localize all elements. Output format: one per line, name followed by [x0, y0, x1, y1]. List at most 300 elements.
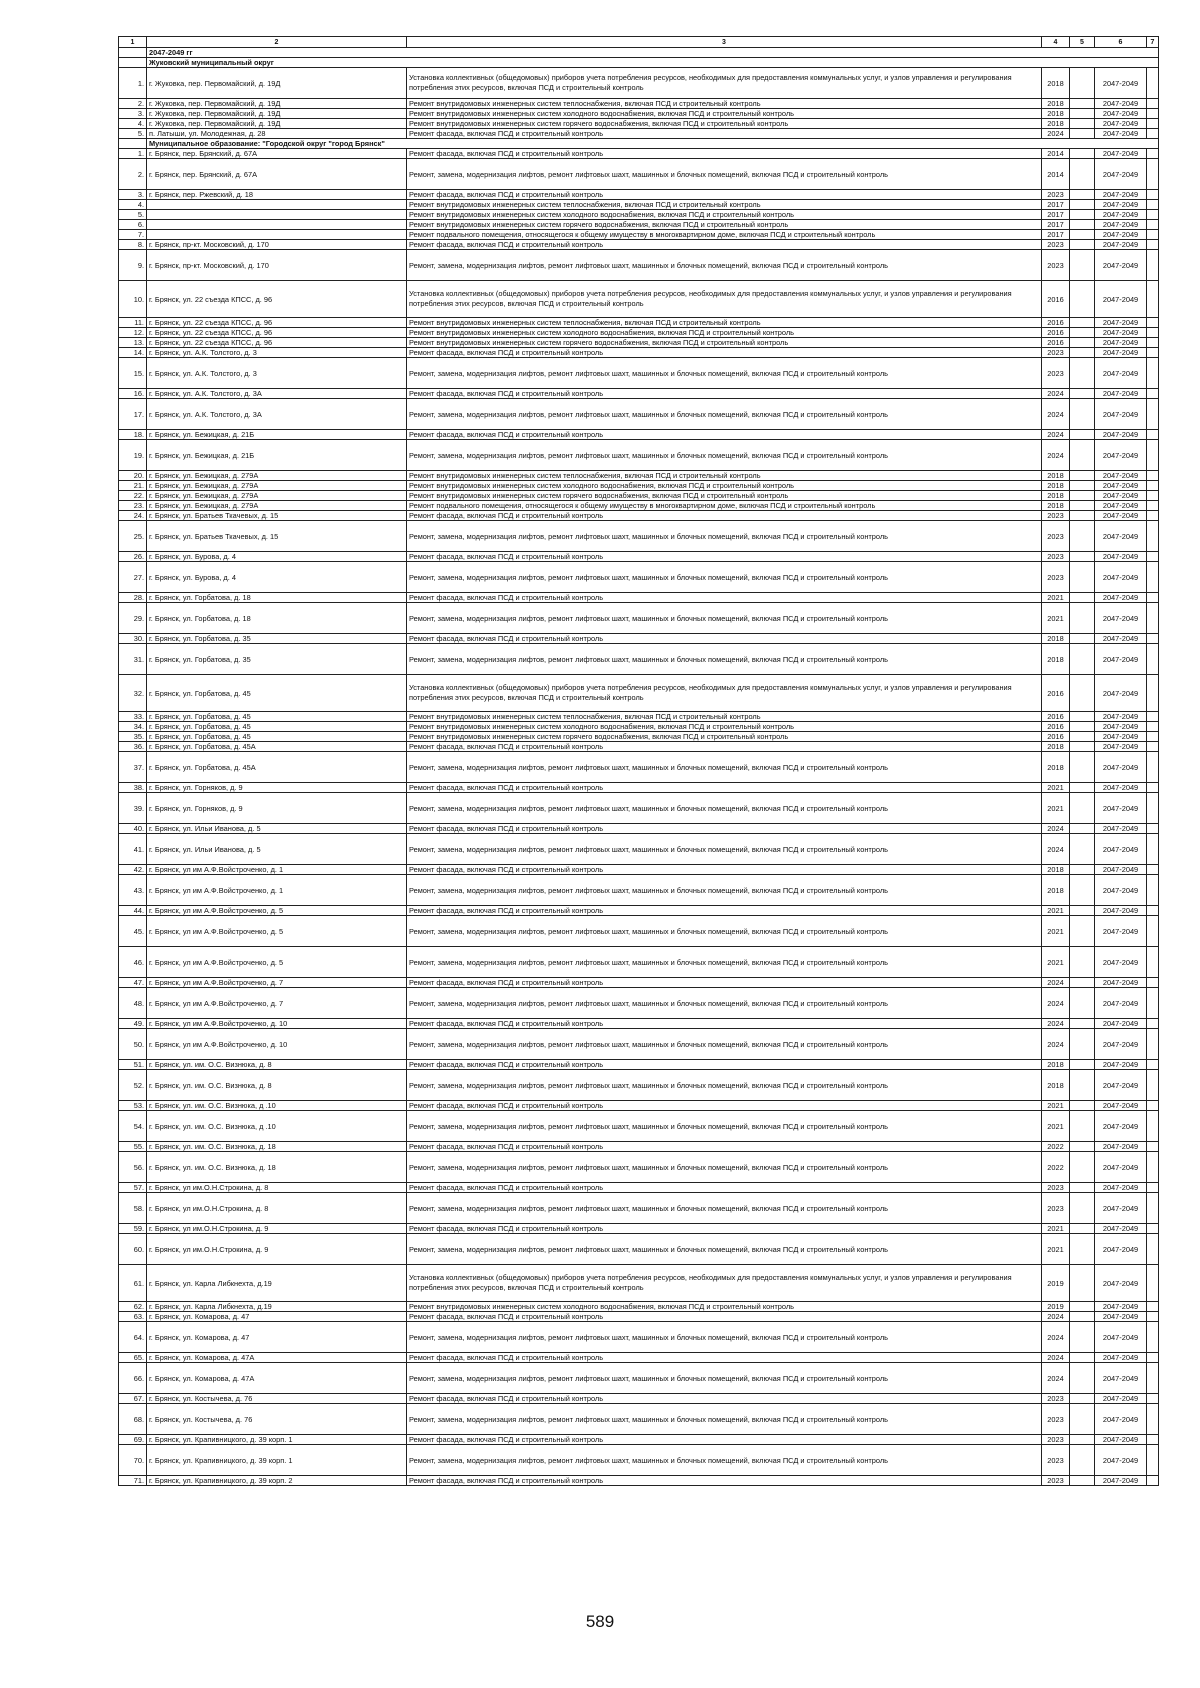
table-row: [119, 399, 1159, 430]
empty-cell: [1147, 1234, 1159, 1265]
table-row: [119, 732, 1159, 742]
empty-cell: [1070, 1193, 1095, 1224]
empty-cell: [1147, 634, 1159, 644]
row-number: 18.: [119, 430, 147, 440]
address-cell: г. Брянск, ул. Комарова, д. 47: [147, 1312, 407, 1322]
period-cell: 2047-2049: [1095, 358, 1147, 389]
row-number: 5.: [119, 129, 147, 139]
address-cell: г. Брянск, ул. Комарова, д. 47: [147, 1322, 407, 1353]
empty-cell: [1147, 712, 1159, 722]
empty-cell: [1147, 752, 1159, 783]
work-type-cell: Ремонт внутридомовых инженерных систем теплоснабжения, включая ПСД и строительный контроль: [407, 200, 1042, 210]
address-cell: г. Жуковка, пер. Первомайский, д. 19Д: [147, 119, 407, 129]
table-row: [119, 1060, 1159, 1070]
empty-cell: [1147, 824, 1159, 834]
year-cell: 2018: [1042, 752, 1070, 783]
address-cell: г. Жуковка, пер. Первомайский, д. 19Д: [147, 109, 407, 119]
empty-cell: [1070, 511, 1095, 521]
work-type-cell: Ремонт внутридомовых инженерных систем горячего водоснабжения, включая ПСД и строительный контроль: [407, 220, 1042, 230]
address-cell: г. Брянск, ул им.О.Н.Строкина, д. 9: [147, 1224, 407, 1234]
year-cell: 2023: [1042, 1193, 1070, 1224]
empty-cell: [1147, 210, 1159, 220]
table-row: [119, 1363, 1159, 1394]
empty-cell: [1070, 1234, 1095, 1265]
table-row: [119, 978, 1159, 988]
address-cell: г. Брянск, ул. Бежицкая, д. 279А: [147, 491, 407, 501]
empty-cell: [1147, 190, 1159, 200]
row-number: 23.: [119, 501, 147, 511]
year-cell: 2018: [1042, 644, 1070, 675]
empty-cell: [1147, 732, 1159, 742]
year-cell: 2021: [1042, 793, 1070, 824]
year-cell: 2024: [1042, 430, 1070, 440]
table-row: [119, 916, 1159, 947]
empty-cell: [1147, 947, 1159, 978]
empty-cell: [1070, 742, 1095, 752]
year-cell: 2018: [1042, 501, 1070, 511]
empty-cell: [1070, 318, 1095, 328]
work-type-cell: Ремонт фасада, включая ПСД и строительный контроль: [407, 1435, 1042, 1445]
work-type-cell: Ремонт фасада, включая ПСД и строительный контроль: [407, 1353, 1042, 1363]
year-cell: 2018: [1042, 491, 1070, 501]
table-row: [119, 210, 1159, 220]
row-number: 19.: [119, 440, 147, 471]
empty-cell: [1070, 399, 1095, 430]
address-cell: г. Брянск, ул. А.К. Толстого, д. 3: [147, 348, 407, 358]
empty-cell: [1147, 501, 1159, 511]
address-cell: г. Брянск, ул. Карла Либкнехта, д.19: [147, 1265, 407, 1302]
year-cell: 2018: [1042, 742, 1070, 752]
address-cell: г. Брянск, ул. Горняков, д. 9: [147, 793, 407, 824]
empty-cell: [1147, 793, 1159, 824]
period-cell: 2047-2049: [1095, 129, 1147, 139]
period-cell: 2047-2049: [1095, 1193, 1147, 1224]
address-cell: г. Жуковка, пер. Первомайский, д. 19Д: [147, 99, 407, 109]
address-cell: г. Брянск, ул. А.К. Толстого, д. 3А: [147, 399, 407, 430]
table-row: [119, 430, 1159, 440]
empty-cell: [1070, 159, 1095, 190]
year-cell: 2017: [1042, 220, 1070, 230]
address-cell: г. Брянск, ул. Бежицкая, д. 279А: [147, 481, 407, 491]
row-number: 3.: [119, 190, 147, 200]
empty-cell: [1147, 328, 1159, 338]
year-cell: 2018: [1042, 99, 1070, 109]
period-row: [119, 48, 1159, 58]
empty-cell: [1070, 328, 1095, 338]
table-row: [119, 471, 1159, 481]
row-number: 27.: [119, 562, 147, 593]
address-cell: г. Брянск, ул. Костычева, д. 76: [147, 1394, 407, 1404]
row-number: 28.: [119, 593, 147, 603]
empty-cell: [1147, 1476, 1159, 1486]
year-cell: 2018: [1042, 109, 1070, 119]
address-cell: г. Брянск, ул. Братьев Ткачевых, д. 15: [147, 521, 407, 552]
work-type-cell: Ремонт фасада, включая ПСД и строительный контроль: [407, 1019, 1042, 1029]
address-cell: г. Брянск, ул. Горбатова, д. 18: [147, 603, 407, 634]
address-cell: г. Брянск, ул. 22 съезда КПСС, д. 96: [147, 328, 407, 338]
empty-cell: [1070, 358, 1095, 389]
period-cell: 2047-2049: [1095, 675, 1147, 712]
work-type-cell: Ремонт фасада, включая ПСД и строительный контроль: [407, 906, 1042, 916]
empty-cell: [1147, 1394, 1159, 1404]
address-cell: г. Жуковка, пер. Первомайский, д. 19Д: [147, 68, 407, 99]
address-cell: г. Брянск, пр-кт. Московский, д. 170: [147, 250, 407, 281]
empty-cell: [1147, 1019, 1159, 1029]
work-type-cell: Ремонт фасада, включая ПСД и строительный контроль: [407, 430, 1042, 440]
address-cell: г. Брянск, ул. Горбатова, д. 18: [147, 593, 407, 603]
work-type-cell: Ремонт, замена, модернизация лифтов, ремонт лифтовых шахт, машинных и блочных помещений, включая ПСД и строительный контроль: [407, 1111, 1042, 1142]
year-cell: 2018: [1042, 865, 1070, 875]
year-cell: 2023: [1042, 1435, 1070, 1445]
table-row: [119, 742, 1159, 752]
address-cell: г. Брянск, ул. 22 съезда КПСС, д. 96: [147, 281, 407, 318]
header-cell: 3: [407, 37, 1042, 48]
period-cell: 2047-2049: [1095, 119, 1147, 129]
table-row: [119, 865, 1159, 875]
table-row: [119, 1193, 1159, 1224]
work-type-cell: Ремонт фасада, включая ПСД и строительный контроль: [407, 742, 1042, 752]
empty-cell: [1070, 675, 1095, 712]
table-row: [119, 389, 1159, 399]
row-number: 10.: [119, 281, 147, 318]
address-cell: г. Брянск, ул. А.К. Толстого, д. 3: [147, 358, 407, 389]
period-cell: 2047-2049: [1095, 1029, 1147, 1060]
empty-cell: [1070, 338, 1095, 348]
empty-cell: [1070, 732, 1095, 742]
address-cell: г. Брянск, ул. Комарова, д. 47А: [147, 1363, 407, 1394]
period-cell: 2047-2049: [1095, 722, 1147, 732]
period-cell: 2047-2049: [1095, 742, 1147, 752]
empty-cell: [1070, 491, 1095, 501]
row-number: 59.: [119, 1224, 147, 1234]
empty-cell: [1070, 834, 1095, 865]
empty-cell: [1070, 783, 1095, 793]
year-cell: 2016: [1042, 722, 1070, 732]
period-label: 2047-2049 гг: [147, 48, 1159, 58]
empty-cell: [1147, 722, 1159, 732]
row-number: 36.: [119, 742, 147, 752]
work-type-cell: Ремонт, замена, модернизация лифтов, ремонт лифтовых шахт, машинных и блочных помещений, включая ПСД и строительный контроль: [407, 1322, 1042, 1353]
table-row: [119, 603, 1159, 634]
period-cell: 2047-2049: [1095, 1322, 1147, 1353]
year-cell: 2024: [1042, 988, 1070, 1019]
table-row: [119, 634, 1159, 644]
empty-cell: [1070, 1394, 1095, 1404]
column-number-header: [119, 37, 1159, 48]
work-type-cell: Ремонт фасада, включая ПСД и строительный контроль: [407, 149, 1042, 159]
address-cell: г. Брянск, ул. Бурова, д. 4: [147, 562, 407, 593]
row-number: 26.: [119, 552, 147, 562]
work-type-cell: Ремонт внутридомовых инженерных систем теплоснабжения, включая ПСД и строительный контроль: [407, 318, 1042, 328]
address-cell: г. Брянск, ул им.О.Н.Строкина, д. 8: [147, 1193, 407, 1224]
page-number: 589: [585, 1612, 615, 1631]
empty-cell: [1147, 1111, 1159, 1142]
empty-cell: [1147, 200, 1159, 210]
empty-cell: [1147, 230, 1159, 240]
address-cell: г. Брянск, ул. Карла Либкнехта, д.19: [147, 1302, 407, 1312]
empty-cell: [1147, 240, 1159, 250]
work-type-cell: Ремонт фасада, включая ПСД и строительный контроль: [407, 129, 1042, 139]
period-cell: 2047-2049: [1095, 521, 1147, 552]
period-cell: 2047-2049: [1095, 562, 1147, 593]
year-cell: 2023: [1042, 521, 1070, 552]
empty-cell: [1147, 1101, 1159, 1111]
register-sheet: [118, 36, 1158, 1486]
year-cell: 2018: [1042, 471, 1070, 481]
year-cell: 2021: [1042, 916, 1070, 947]
work-type-cell: Ремонт внутридомовых инженерных систем горячего водоснабжения, включая ПСД и строительный контроль: [407, 732, 1042, 742]
work-type-cell: Ремонт, замена, модернизация лифтов, ремонт лифтовых шахт, машинных и блочных помещений, включая ПСД и строительный контроль: [407, 358, 1042, 389]
address-cell: г. Брянск, ул им А.Ф.Войстроченко, д. 5: [147, 916, 407, 947]
period-cell: 2047-2049: [1095, 281, 1147, 318]
row-number: 56.: [119, 1152, 147, 1183]
period-cell: 2047-2049: [1095, 978, 1147, 988]
empty-cell: [1070, 634, 1095, 644]
empty-cell: [1147, 521, 1159, 552]
empty-cell: [1147, 1404, 1159, 1435]
empty-cell: [1070, 562, 1095, 593]
table-row: [119, 1224, 1159, 1234]
register-body: [119, 37, 1159, 1486]
address-cell: г. Брянск, пер. Брянский, д. 67А: [147, 159, 407, 190]
year-cell: 2018: [1042, 481, 1070, 491]
address-cell: [147, 200, 407, 210]
period-cell: 2047-2049: [1095, 399, 1147, 430]
period-cell: 2047-2049: [1095, 752, 1147, 783]
row-number: 5.: [119, 210, 147, 220]
year-cell: 2019: [1042, 1302, 1070, 1312]
row-number: 52.: [119, 1070, 147, 1101]
table-row: [119, 240, 1159, 250]
work-type-cell: Ремонт внутридомовых инженерных систем теплоснабжения, включая ПСД и строительный контроль: [407, 712, 1042, 722]
empty-cell: [1070, 99, 1095, 109]
header-cell: 2: [147, 37, 407, 48]
table-row: [119, 159, 1159, 190]
period-cell: 2047-2049: [1095, 712, 1147, 722]
address-cell: г. Брянск, ул. Бежицкая, д. 21Б: [147, 430, 407, 440]
table-row: [119, 1476, 1159, 1486]
row-number: 37.: [119, 752, 147, 783]
period-cell: 2047-2049: [1095, 732, 1147, 742]
year-cell: 2021: [1042, 1234, 1070, 1265]
work-type-cell: Ремонт, замена, модернизация лифтов, ремонт лифтовых шахт, машинных и блочных помещений, включая ПСД и строительный контроль: [407, 875, 1042, 906]
period-cell: 2047-2049: [1095, 916, 1147, 947]
empty-cell: [1147, 348, 1159, 358]
work-type-cell: Ремонт, замена, модернизация лифтов, ремонт лифтовых шахт, машинных и блочных помещений, включая ПСД и строительный контроль: [407, 988, 1042, 1019]
year-cell: 2021: [1042, 1111, 1070, 1142]
header-cell: 6: [1095, 37, 1147, 48]
empty-cell: [1070, 281, 1095, 318]
empty-cell: [1147, 399, 1159, 430]
period-cell: 2047-2049: [1095, 348, 1147, 358]
empty-cell: [1147, 1029, 1159, 1060]
address-cell: г. Брянск, ул. Бурова, д. 4: [147, 552, 407, 562]
work-type-cell: Ремонт внутридомовых инженерных систем холодного водоснабжения, включая ПСД и строительный контроль: [407, 328, 1042, 338]
empty-cell: [1070, 793, 1095, 824]
year-cell: 2021: [1042, 1101, 1070, 1111]
empty-cell: [1070, 1101, 1095, 1111]
row-number: 67.: [119, 1394, 147, 1404]
empty-cell: [1147, 603, 1159, 634]
period-cell: 2047-2049: [1095, 1060, 1147, 1070]
table-row: [119, 1070, 1159, 1101]
table-row: [119, 1019, 1159, 1029]
year-cell: 2018: [1042, 634, 1070, 644]
row-number: 9.: [119, 250, 147, 281]
table-row: [119, 562, 1159, 593]
empty-cell: [1070, 1111, 1095, 1142]
table-row: [119, 328, 1159, 338]
table-row: [119, 1111, 1159, 1142]
row-number: 49.: [119, 1019, 147, 1029]
empty-cell: [1070, 1029, 1095, 1060]
row-number: 7.: [119, 230, 147, 240]
year-cell: 2024: [1042, 834, 1070, 865]
empty-cell: [1147, 552, 1159, 562]
table-row: [119, 220, 1159, 230]
empty-cell: [1070, 200, 1095, 210]
period-cell: 2047-2049: [1095, 159, 1147, 190]
row-number: 20.: [119, 471, 147, 481]
empty-cell: [1070, 149, 1095, 159]
table-row: [119, 712, 1159, 722]
empty-cell: [1070, 348, 1095, 358]
row-number: 51.: [119, 1060, 147, 1070]
empty-cell: [1147, 220, 1159, 230]
table-row: [119, 1142, 1159, 1152]
year-cell: 2021: [1042, 906, 1070, 916]
table-row: [119, 1353, 1159, 1363]
empty-cell: [1147, 1265, 1159, 1302]
year-cell: 2022: [1042, 1152, 1070, 1183]
year-cell: 2023: [1042, 552, 1070, 562]
address-cell: г. Брянск, пер. Ржевский, д. 18: [147, 190, 407, 200]
header-cell: 5: [1070, 37, 1095, 48]
row-number: 44.: [119, 906, 147, 916]
work-type-cell: Ремонт подвального помещения, относящегося к общему имуществу в многоквартирном доме, включая ПСД и строительный контроль: [407, 501, 1042, 511]
table-row: [119, 1435, 1159, 1445]
work-type-cell: Ремонт, замена, модернизация лифтов, ремонт лифтовых шахт, машинных и блочных помещений, включая ПСД и строительный контроль: [407, 916, 1042, 947]
work-type-cell: Ремонт, замена, модернизация лифтов, ремонт лифтовых шахт, машинных и блочных помещений, включая ПСД и строительный контроль: [407, 1070, 1042, 1101]
table-row: [119, 190, 1159, 200]
table-row: [119, 109, 1159, 119]
year-cell: 2021: [1042, 603, 1070, 634]
row-number: 17.: [119, 399, 147, 430]
empty-cell: [1070, 906, 1095, 916]
period-cell: 2047-2049: [1095, 552, 1147, 562]
empty-cell: [1147, 988, 1159, 1019]
period-cell: 2047-2049: [1095, 793, 1147, 824]
period-cell: 2047-2049: [1095, 593, 1147, 603]
empty-cell: [1147, 1152, 1159, 1183]
section-title: Муниципальное образование: "Городской округ "город Брянск": [147, 139, 1159, 149]
address-cell: г. Брянск, ул. им. О.С. Визнюка, д .10: [147, 1111, 407, 1142]
empty-cell: [1147, 916, 1159, 947]
empty-cell: [1147, 440, 1159, 471]
header-cell: 4: [1042, 37, 1070, 48]
table-row: [119, 947, 1159, 978]
period-cell: 2047-2049: [1095, 1234, 1147, 1265]
empty-cell: [1070, 1302, 1095, 1312]
table-row: [119, 675, 1159, 712]
empty-cell: [1147, 906, 1159, 916]
table-row: [119, 1312, 1159, 1322]
year-cell: 2022: [1042, 1142, 1070, 1152]
address-cell: г. Брянск, ул. Крапивницкого, д. 39 корп. 1: [147, 1435, 407, 1445]
work-type-cell: Ремонт фасада, включая ПСД и строительный контроль: [407, 865, 1042, 875]
address-cell: г. Брянск, ул. Горбатова, д. 35: [147, 644, 407, 675]
row-number: 57.: [119, 1183, 147, 1193]
address-cell: г. Брянск, ул. им. О.С. Визнюка, д. 8: [147, 1070, 407, 1101]
empty-cell: [1070, 129, 1095, 139]
empty-cell: [1147, 358, 1159, 389]
period-cell: 2047-2049: [1095, 1435, 1147, 1445]
work-type-cell: Ремонт, замена, модернизация лифтов, ремонт лифтовых шахт, машинных и блочных помещений, включая ПСД и строительный контроль: [407, 793, 1042, 824]
year-cell: 2023: [1042, 190, 1070, 200]
empty-cell: [1070, 1142, 1095, 1152]
period-cell: 2047-2049: [1095, 988, 1147, 1019]
row-number: 63.: [119, 1312, 147, 1322]
empty-cell: [1147, 389, 1159, 399]
empty-cell: [1147, 834, 1159, 865]
row-number: 14.: [119, 348, 147, 358]
address-cell: г. Брянск, ул. Горбатова, д. 45: [147, 675, 407, 712]
table-row: [119, 752, 1159, 783]
period-cell: 2047-2049: [1095, 865, 1147, 875]
table-row: [119, 99, 1159, 109]
empty-cell: [1070, 947, 1095, 978]
work-type-cell: Ремонт фасада, включая ПСД и строительный контроль: [407, 1312, 1042, 1322]
empty-cell: [1147, 1224, 1159, 1234]
section-header-row: [119, 58, 1159, 68]
empty-cell: [1147, 644, 1159, 675]
address-cell: г. Брянск, ул им.О.Н.Строкина, д. 8: [147, 1183, 407, 1193]
year-cell: 2024: [1042, 1322, 1070, 1353]
period-cell: 2047-2049: [1095, 68, 1147, 99]
period-cell: 2047-2049: [1095, 109, 1147, 119]
address-cell: г. Брянск, ул. им. О.С. Визнюка, д. 18: [147, 1142, 407, 1152]
empty-cell: [1147, 783, 1159, 793]
empty-cell: [1147, 875, 1159, 906]
address-cell: г. Брянск, ул. Ильи Иванова, д. 5: [147, 834, 407, 865]
period-cell: 2047-2049: [1095, 1111, 1147, 1142]
row-number: 4.: [119, 200, 147, 210]
empty-cell: [1070, 1445, 1095, 1476]
year-cell: 2024: [1042, 824, 1070, 834]
table-row: [119, 230, 1159, 240]
table-row: [119, 501, 1159, 511]
year-cell: 2016: [1042, 675, 1070, 712]
period-cell: 2047-2049: [1095, 471, 1147, 481]
row-number: 68.: [119, 1404, 147, 1435]
table-row: [119, 1445, 1159, 1476]
year-cell: 2024: [1042, 440, 1070, 471]
work-type-cell: Ремонт фасада, включая ПСД и строительный контроль: [407, 348, 1042, 358]
work-type-cell: Ремонт, замена, модернизация лифтов, ремонт лифтовых шахт, машинных и блочных помещений, включая ПСД и строительный контроль: [407, 1029, 1042, 1060]
empty-cell: [1070, 1019, 1095, 1029]
row-number: 35.: [119, 732, 147, 742]
address-cell: г. Брянск, ул им А.Ф.Войстроченко, д. 10: [147, 1029, 407, 1060]
period-cell: 2047-2049: [1095, 1019, 1147, 1029]
empty-cell: [1147, 1302, 1159, 1312]
year-cell: 2023: [1042, 1394, 1070, 1404]
empty-cell: [1070, 481, 1095, 491]
empty-cell: [1070, 109, 1095, 119]
work-type-cell: Ремонт фасада, включая ПСД и строительный контроль: [407, 1224, 1042, 1234]
empty-cell: [1070, 722, 1095, 732]
year-cell: 2014: [1042, 149, 1070, 159]
period-cell: 2047-2049: [1095, 1142, 1147, 1152]
